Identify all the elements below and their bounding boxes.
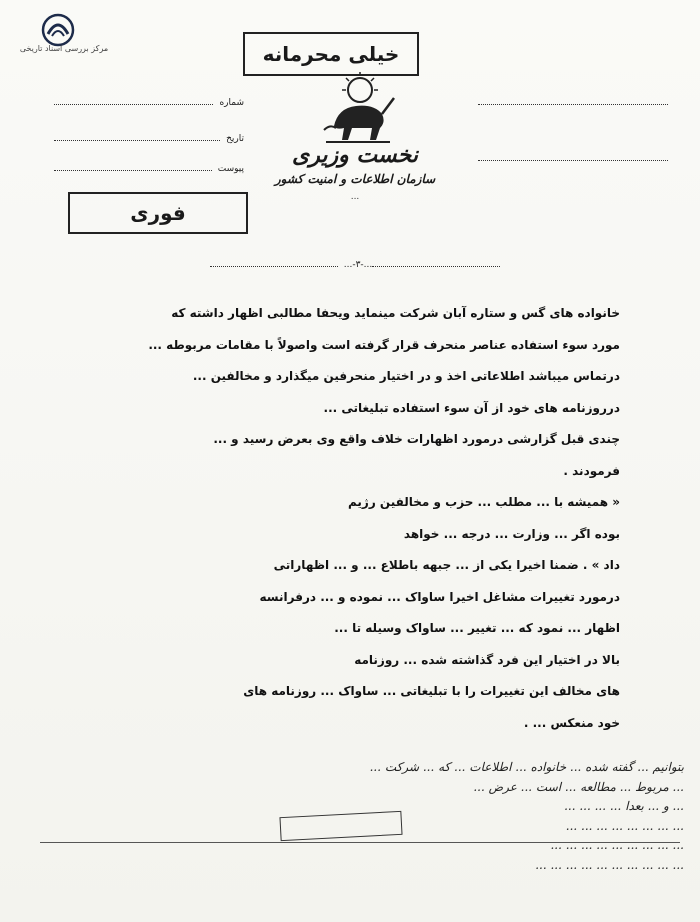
body-line: فرمودند . <box>563 463 620 478</box>
date-label: تاریخ <box>226 134 244 144</box>
lion-and-sun-emblem-icon <box>316 70 400 150</box>
subject-line <box>478 159 668 161</box>
body-line: خود منعکس ... . <box>523 715 620 730</box>
attachment-label: پیوست <box>217 164 244 174</box>
body-line: درروزنامه های خود از آن سوء استفاده تبلیغاتی ... <box>323 400 620 415</box>
reference-field <box>210 254 500 270</box>
date-line <box>54 139 220 141</box>
urgency-stamp: فوری <box>68 192 248 234</box>
number-label: شماره <box>219 98 244 108</box>
body-line: داد » . ضمنا اخیرا یکی از ... جبهه باطلاع ... و ... اظهاراتی <box>273 558 620 572</box>
attachment-field <box>54 158 244 174</box>
body-line: درمورد تغییرات مشاغل اخیرا ساواک ... نموده و ... درفرانسه <box>259 589 620 604</box>
organization-title: نخست وزیری <box>292 142 418 168</box>
archive-logo-icon <box>40 12 76 48</box>
reference-value: ...-۳-... <box>343 260 373 270</box>
document-body <box>90 298 620 739</box>
classification-stamp: خیلی محرمانه <box>243 32 419 76</box>
body-line: های مخالف این تغییرات را با تبلیغاتی ... ساواک ... روزنامه های <box>243 684 620 698</box>
reference-line-b <box>210 265 338 267</box>
handwritten-notes <box>24 758 684 875</box>
attachment-line <box>54 169 212 171</box>
handwritten-line: ... و ... بعدا ... ... ... ... <box>564 799 684 813</box>
body-line: خانواده های گس و ستاره آبان شرکت مینماید ویحفا مطالبی اظهار داشته که <box>171 306 620 320</box>
subject-field <box>478 148 668 164</box>
body-line: اظهار ... نمود که ... تغییر ... ساواک وسیله تا ... <box>334 621 620 635</box>
handwritten-line: ... ... ... ... ... ... ... ... ... ... <box>535 857 684 872</box>
handwritten-line: ... ... ... ... ... ... ... ... <box>565 818 684 833</box>
handwritten-line: ... ... ... ... ... ... ... ... ... <box>550 838 684 852</box>
recipient-field <box>478 92 668 108</box>
handwritten-line: ... مربوط ... مطالعه ... است ... عرض ... <box>473 779 684 794</box>
number-line <box>54 103 213 105</box>
body-line: چندی قبل گزارشی درمورد اظهارات خلاف واقع وی بعرض رسید و ... <box>213 432 620 446</box>
organization-subtitle: سازمان اطلاعات و امنیت کشور <box>274 172 436 186</box>
organization-unit: ... <box>350 192 360 202</box>
handwritten-line: بتوانیم ... گفته شده ... خانواده ... اطلاعات ... که ... شرکت ... <box>369 760 684 774</box>
body-line: مورد سوء استفاده عناصر منحرف قرار گرفته است واصولاً با مقامات مربوطه ... <box>148 337 620 352</box>
date-field <box>54 128 244 144</box>
number-field <box>54 92 244 108</box>
body-line: بالا در اختیار این فرد گذاشته شده ... روزنامه <box>354 652 620 667</box>
body-line: « همیشه با ... مطلب ... حزب و مخالفین رژیم <box>348 495 620 509</box>
archive-name: مرکز بررسی اسناد تاریخی <box>19 44 109 53</box>
recipient-line <box>478 103 668 105</box>
body-line: بوده اگر ... وزارت ... درجه ... خواهد <box>403 526 620 541</box>
reference-line-a <box>372 265 500 267</box>
body-line: درتماس میباشد اطلاعاتی اخذ و در اختیار منحرفین میگذارد و مخالفین ... <box>192 369 620 383</box>
